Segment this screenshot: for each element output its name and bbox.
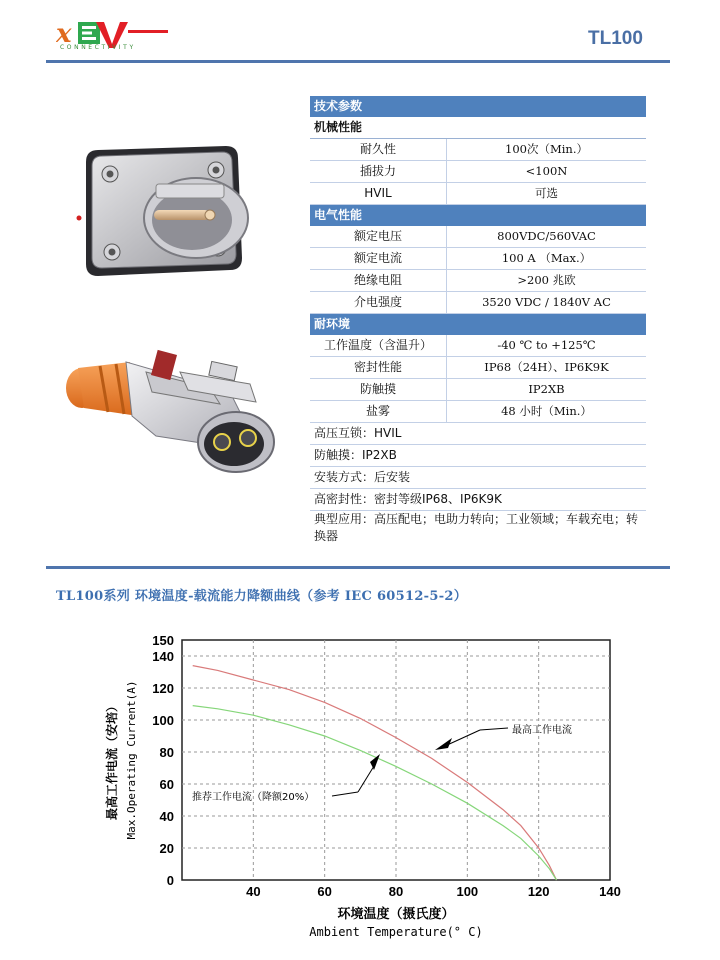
row-key: 密封性能 <box>310 357 447 378</box>
row-key: 耐久性 <box>310 139 447 160</box>
y-tick-label: 80 <box>159 745 174 760</box>
x-tick-label: 80 <box>388 884 404 899</box>
row-value: >200 兆欧 <box>517 273 576 287</box>
y-tick-label: 40 <box>159 809 174 824</box>
row-value: -40 ℃ to +125℃ <box>497 338 596 352</box>
svg-text:x: x <box>56 19 72 49</box>
feature-item: 安装方式：后安装 <box>310 467 646 489</box>
x-axis-label: 环境温度（摄氏度） <box>337 907 455 922</box>
y-tick-label: 0 <box>166 873 174 888</box>
x-tick-label: 100 <box>456 884 479 899</box>
table-row <box>310 226 646 248</box>
y-tick-label: 20 <box>159 841 174 856</box>
model-title: TL100 <box>588 28 643 49</box>
chart-title: TL100系列 环境温度-载流能力降额曲线（参考 IEC 60512-5-2） <box>56 589 468 604</box>
row-value: 100次（Min.） <box>505 142 588 156</box>
x-tick-label: 120 <box>527 884 550 899</box>
row-key: 插拔力 <box>310 161 447 182</box>
row-value: IP2XB <box>528 382 565 396</box>
x-tick-label: 60 <box>317 884 332 899</box>
row-value: <100N <box>525 164 568 178</box>
section-divider <box>46 566 670 569</box>
y-axis-label: 最高工作电流（安培） <box>105 699 119 821</box>
derating-chart <box>80 622 680 952</box>
row-value: 800VDC/560VAC <box>497 229 596 243</box>
y-tick-label: 120 <box>152 681 174 696</box>
row-value: 100 A （Max.） <box>501 251 592 265</box>
logo-subtitle: CONNECTIVITY <box>60 44 136 51</box>
header-divider <box>46 60 670 63</box>
x-tick-label: 140 <box>599 884 621 899</box>
row-key: 额定电压 <box>310 226 447 247</box>
table-row <box>310 292 646 314</box>
row-key: HVIL <box>310 183 447 204</box>
feature-item: 典型应用：高压配电；电助力转向；工业领域；车载充电；转换器 <box>314 512 639 543</box>
feature-item: 高压互锁：HVIL <box>310 423 646 445</box>
y-axis-label-en: Max.Operating Current(A) <box>125 680 138 840</box>
row-value: 48 小时（Min.） <box>501 404 592 418</box>
row-value: 可选 <box>535 186 558 200</box>
row-key: 额定电流 <box>310 248 447 269</box>
table-row <box>310 161 646 183</box>
receptacle-image <box>76 136 276 286</box>
table-row <box>310 357 646 379</box>
table-row <box>310 379 646 401</box>
tech-params-header: 技术参数 <box>310 96 646 117</box>
env-header: 耐环境 <box>310 314 646 335</box>
table-row <box>310 183 646 205</box>
row-key: 工作温度（含温升） <box>310 335 447 356</box>
x-axis-label-en: Ambient Temperature(° C) <box>309 925 483 939</box>
feature-item: 高密封性：密封等级IP68、IP6K9K <box>310 489 646 511</box>
row-key: 绝缘电阻 <box>310 270 447 291</box>
table-row <box>310 335 646 357</box>
row-key: 介电强度 <box>310 292 447 313</box>
table-row <box>310 248 646 270</box>
y-tick-label: 140 <box>152 649 174 664</box>
row-value: IP68（24H）、IP6K9K <box>484 360 609 374</box>
row-key: 盐雾 <box>310 401 447 422</box>
row-value: 3520 VDC / 1840V AC <box>482 295 611 309</box>
elec-header: 电气性能 <box>310 205 646 226</box>
y-tick-label: 60 <box>159 777 174 792</box>
row-key: 防触摸 <box>310 379 447 400</box>
y-tick-label: 100 <box>152 713 174 728</box>
feature-item: 防触摸：IP2XB <box>310 445 646 467</box>
table-row <box>310 270 646 292</box>
annotation-recommended-current: 推荐工作电流（降额20%） <box>192 792 315 803</box>
y-tick-label: 150 <box>152 633 174 648</box>
table-row <box>310 139 646 161</box>
spec-table <box>310 96 646 545</box>
mech-header: 机械性能 <box>310 117 646 139</box>
plug-image <box>60 332 300 502</box>
table-row <box>310 401 646 423</box>
annotation-max-current: 最高工作电流 <box>512 725 572 736</box>
x-tick-label: 40 <box>246 884 261 899</box>
